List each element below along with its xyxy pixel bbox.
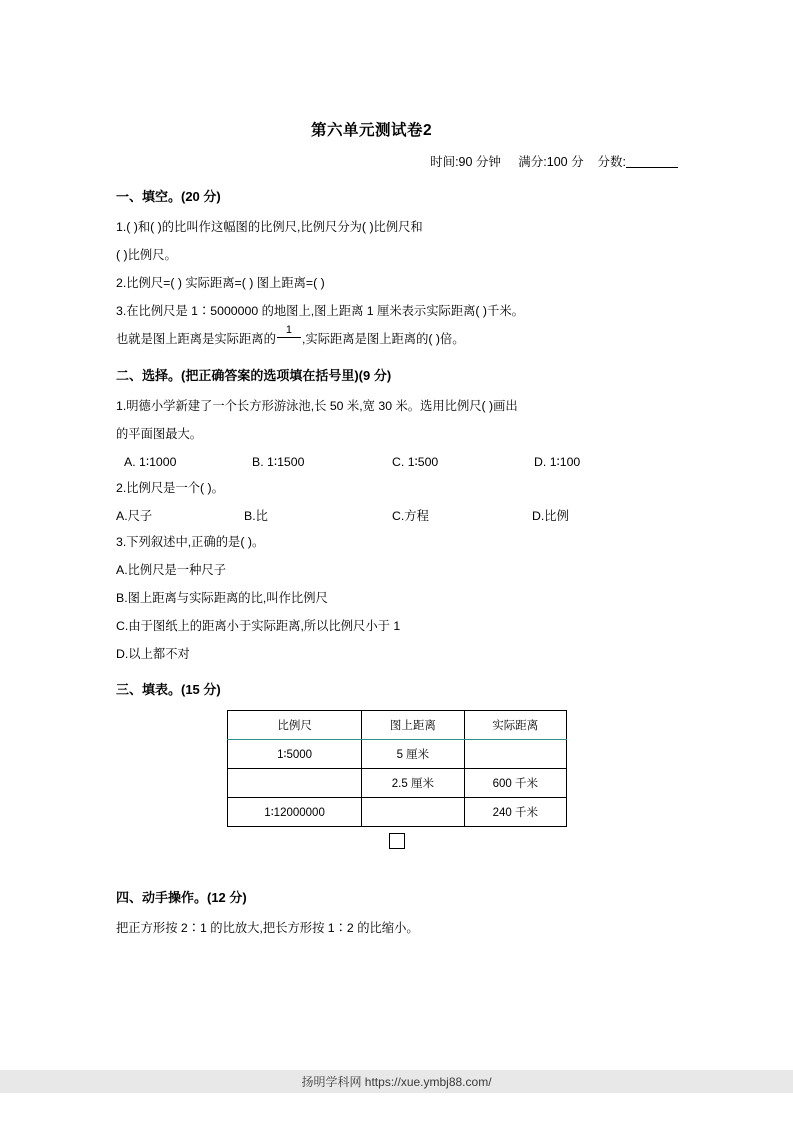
cell-scale[interactable]: 1∶12000000	[228, 798, 362, 827]
page-content	[116, 118, 678, 943]
fill-table	[227, 710, 567, 827]
section-2-question-3-option-c[interactable]: C.由于图纸上的距离小于实际距离,所以比例尺小于 1	[116, 619, 401, 633]
table-row	[228, 740, 567, 769]
section-2-question-1-line-2: 的平面图最大。	[116, 427, 203, 441]
option-d[interactable]: D.比例	[532, 509, 569, 523]
section-2-question-2: 2.比例尺是一个( )。	[116, 481, 224, 495]
section-2-question-1-options	[124, 449, 678, 475]
cell-map-distance[interactable]	[362, 798, 464, 827]
meta-full-score: 满分:100 分	[518, 155, 584, 169]
section-2-question-3-option-a[interactable]: A.比例尺是一种尺子	[116, 563, 226, 577]
column-header-scale: 比例尺	[228, 711, 362, 740]
section-4-text: 把正方形按 2∶1 的比放大,把长方形按 1∶2 的比缩小。	[116, 921, 419, 935]
section-4-heading: 四、动手操作。(12 分)	[116, 890, 247, 905]
table-row	[228, 769, 567, 798]
cell-real-distance[interactable]: 600 千米	[464, 769, 566, 798]
section-1-question-1-line-1: 1.( )和( )的比叫作这幅图的比例尺,比例尺分为( )比例尺和	[116, 220, 423, 234]
section-3-heading: 三、填表。(15 分)	[116, 682, 221, 697]
cell-map-distance[interactable]: 2.5 厘米	[362, 769, 464, 798]
section-1-heading: 一、填空。(20 分)	[116, 189, 221, 204]
option-c[interactable]: C.方程	[392, 509, 429, 523]
section-1-question-3: 3.在比例尺是 1∶5000000 的地图上,图上距离 1 厘米表示实际距离( )千米。	[116, 304, 524, 318]
table-row	[228, 798, 567, 827]
page-title: 第六单元测试卷2	[311, 122, 433, 139]
score-blank[interactable]	[626, 154, 678, 168]
footer-text: 扬明学科网 https://xue.ymbj88.com/	[295, 1072, 497, 1091]
option-c[interactable]: C. 1∶500	[392, 455, 439, 469]
column-header-map-distance: 图上距离	[362, 711, 464, 740]
option-a[interactable]: A. 1∶1000	[124, 455, 177, 469]
footer-watermark	[0, 1070, 793, 1093]
meta-time: 时间:90 分钟	[430, 155, 501, 169]
table-header-row	[228, 711, 567, 740]
option-d[interactable]: D. 1∶100	[534, 455, 581, 469]
section-2-question-3-option-b[interactable]: B.图上距离与实际距离的比,叫作比例尺	[116, 591, 328, 605]
section-2-heading: 二、选择。(把正确答案的选项填在括号里)(9 分)	[116, 368, 392, 383]
answer-box-square	[389, 833, 405, 849]
option-b[interactable]: B.比	[244, 509, 268, 523]
meta-score-label: 分数:	[597, 155, 626, 169]
fraction-numerator: 1	[277, 325, 301, 338]
section-1-question-2: 2.比例尺=( ) 实际距离=( ) 图上距离=( )	[116, 276, 325, 290]
section-2-question-1-line-1: 1.明德小学新建了一个长方形游泳池,长 50 米,宽 30 米。选用比例尺( )画出	[116, 399, 518, 413]
fraction-line-before: 也就是图上距离是实际距离的	[116, 332, 276, 346]
option-a[interactable]: A.尺子	[116, 509, 153, 523]
exam-meta	[116, 152, 678, 170]
column-header-real-distance: 实际距离	[464, 711, 566, 740]
cell-real-distance[interactable]	[464, 740, 566, 769]
option-b[interactable]: B. 1∶1500	[252, 455, 305, 469]
cell-scale[interactable]	[228, 769, 362, 798]
cell-real-distance[interactable]: 240 千米	[464, 798, 566, 827]
fraction-line-after: ,实际距离是图上距离的( )倍。	[302, 332, 465, 346]
cell-map-distance[interactable]: 5 厘米	[362, 740, 464, 769]
fill-table-wrapper	[116, 710, 678, 849]
section-2-question-2-options	[116, 503, 678, 529]
section-1-question-1-line-2: ( )比例尺。	[116, 248, 177, 262]
section-1-fraction-line	[116, 326, 678, 353]
section-2-question-3-option-d[interactable]: D.以上都不对	[116, 647, 190, 661]
cell-scale[interactable]: 1∶5000	[228, 740, 362, 769]
fraction-one-over-blank	[277, 325, 301, 351]
section-2-question-3: 3.下列叙述中,正确的是( )。	[116, 535, 265, 549]
